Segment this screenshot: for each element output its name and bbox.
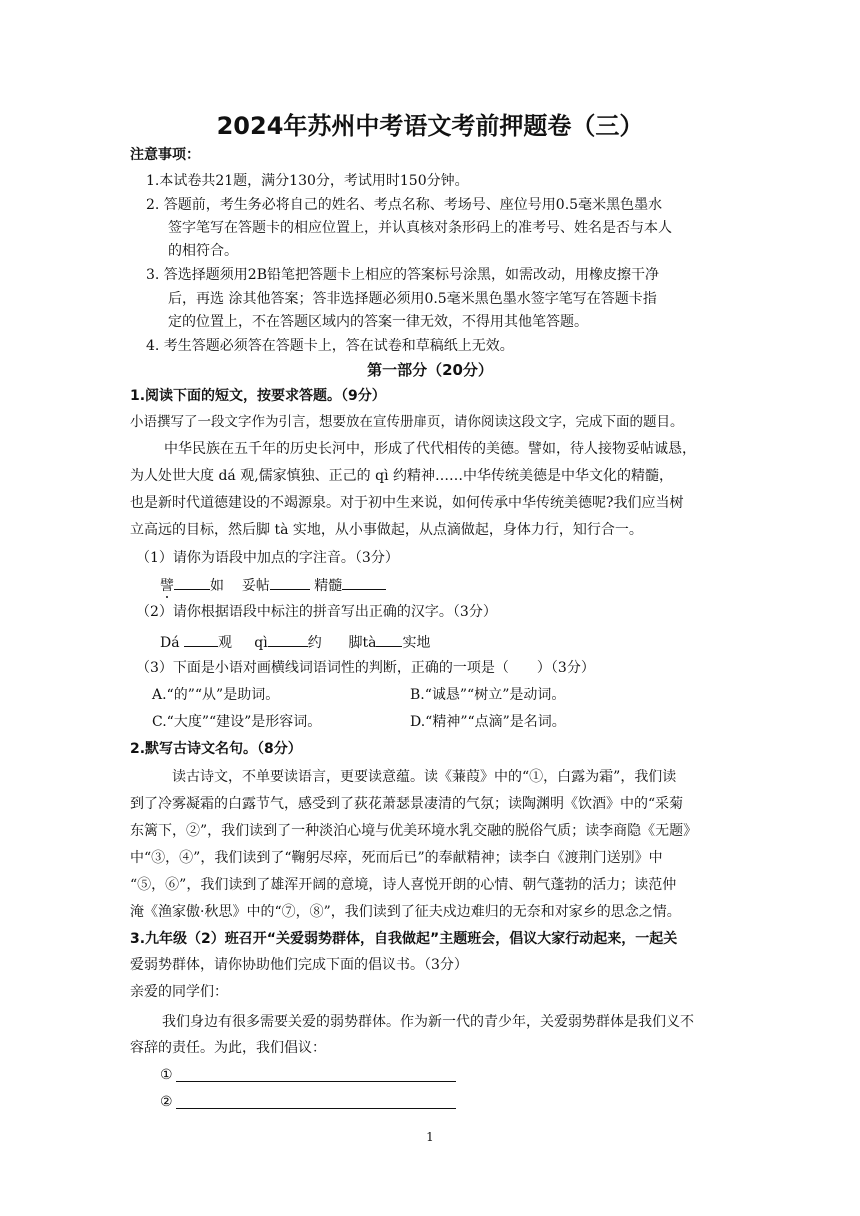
answer-blank[interactable] bbox=[270, 575, 310, 590]
page-title: 2024年苏州中考语文考前押题卷（三） bbox=[216, 112, 644, 140]
notice-item: 签字笔写在答题卡的相应位置上，并认真核对条形码上的准考号、姓名是否与本人 bbox=[168, 220, 672, 236]
notice-item: 4. 考生答题必须答在答题卡上，答在试卷和草稿纸上无效。 bbox=[146, 338, 514, 354]
passage-line: 到了冷雾凝霜的白露节气，感受到了荻花萧瑟景凄清的气氛；读陶渊明《饮酒》中的“采菊 bbox=[130, 796, 684, 812]
notice-item: 定的位置上，不在答题区域内的答案一律无效，不得用其他笔答题。 bbox=[168, 314, 588, 330]
word-text: 精髓 bbox=[314, 578, 343, 594]
passage-line: 读古诗文，不单要读语言，更要读意蕴。读《蒹葭》中的“①，白露为霜”，我们读 bbox=[172, 769, 677, 785]
hanzi-row bbox=[160, 632, 430, 652]
answer-line[interactable] bbox=[176, 1081, 456, 1082]
sub-question-3: （3）下面是小语对画横线词语词性的判断，正确的一项是（ ）（3分） bbox=[136, 660, 595, 676]
pinyin-text: 脚tà bbox=[348, 635, 377, 651]
passage-line: 也是新时代道德建设的不竭源泉。对于初中生来说，如何传承中华传统美德呢?我们应当树 bbox=[130, 495, 684, 511]
question-1-intro: 小语撰写了一段文字作为引言，想要放在宣传册扉页，请你阅读这段文字，完成下面的题目。 bbox=[130, 414, 684, 430]
salutation: 亲爱的同学们： bbox=[130, 984, 228, 1000]
answer-blank[interactable] bbox=[376, 632, 402, 647]
proposal-item-1: ① bbox=[160, 1067, 173, 1083]
passage-line: “⑤，⑥”，我们读到了雄浑开阔的意境，诗人喜悦开朗的心情、朝气蓬勃的活力；读范仲 bbox=[130, 877, 677, 893]
proposal-body: 容辞的责任。为此，我们倡议： bbox=[130, 1040, 326, 1056]
pinyin-text: Dá bbox=[160, 635, 180, 651]
question-2-heading: 2.默写古诗文名句。（8分） bbox=[130, 741, 302, 757]
char-text: 观 bbox=[218, 635, 233, 651]
notice-heading: 注意事项： bbox=[130, 147, 200, 163]
option-a: A.“的”“从”是助词。 bbox=[152, 687, 280, 703]
pinyin-text: qì bbox=[254, 635, 268, 651]
char-text: 实地 bbox=[402, 635, 431, 651]
option-b: B.“诚恳”“树立”是动词。 bbox=[410, 687, 566, 703]
passage-line: 中华民族在五千年的历史长河中，形成了代代相传的美德。譬如，待人接物妥帖诚恳， bbox=[164, 441, 696, 457]
option-c: C.“大度”“建设”是形容词。 bbox=[152, 714, 322, 730]
question-3-heading bbox=[130, 930, 677, 948]
question-3-heading-text: 3.九年级（2）班召开“关爱弱势群体，自我做起”主题班会，倡议大家行动起来，一起关 bbox=[130, 931, 678, 947]
sub-question-1: （1）请你为语段中加点的字注音。（3分） bbox=[136, 550, 399, 566]
answer-blank[interactable] bbox=[184, 632, 218, 647]
word-text: 妥帖 bbox=[241, 578, 270, 594]
passage-line: 淹《渔家傲·秋思》中的“⑦，⑧”，我们读到了征夫戍边难归的无奈和对家乡的思念之情。 bbox=[130, 904, 681, 920]
sub-question-2: （2）请你根据语段中标注的拼音写出正确的汉字。（3分） bbox=[136, 604, 497, 620]
question-3-heading-cont: 爱弱势群体，请你协助他们完成下面的倡议书。（3分） bbox=[130, 957, 468, 973]
option-d: D.“精神”“点滴”是名词。 bbox=[410, 714, 566, 730]
passage-line: 东篱下，②”，我们读到了一种淡泊心境与优美环境水乳交融的脱俗气质；读李商隐《无题》 bbox=[130, 823, 698, 839]
passage-line: 为人处世大度 dá 观,儒家慎独、正己的 qì 约精神……中华传统美德是中华文化的精髓， bbox=[130, 468, 673, 484]
part-heading: 第一部分（20分） bbox=[367, 361, 493, 379]
page-number: 1 bbox=[426, 1130, 434, 1144]
proposal-item-2: ② bbox=[160, 1094, 173, 1110]
pinyin-row bbox=[160, 575, 386, 595]
passage-line: 立高远的目标，然后脚 tà 实地，从小事做起，从点滴做起，身体力行，知行合一。 bbox=[130, 522, 643, 538]
notice-item: 后，再选 涂其他答案；答非选择题必须用0.5毫米黑色墨水签字笔写在答题卡指 bbox=[168, 291, 657, 307]
notice-item: 2. 答题前，考生务必将自己的姓名、考点名称、考场号、座位号用0.5毫米黑色墨水 bbox=[146, 197, 663, 213]
answer-blank[interactable] bbox=[342, 575, 386, 590]
notice-item: 1.本试卷共21题，满分130分，考试用时150分钟。 bbox=[146, 173, 469, 189]
question-1-heading: 1.阅读下面的短文，按要求答题。（9分） bbox=[130, 388, 386, 404]
proposal-body: 我们身边有很多需要关爱的弱势群体。作为新一代的青少年，关爱弱势群体是我们义不 bbox=[162, 1014, 694, 1030]
dotted-char: 譬 bbox=[160, 578, 174, 594]
char-text: 约 bbox=[307, 635, 322, 651]
notice-item: 的相符合。 bbox=[168, 243, 238, 259]
answer-blank[interactable] bbox=[174, 575, 210, 590]
passage-line: 中“③，④”，我们读到了“鞠躬尽瘁，死而后已”的奉献精神；读李白《渡荆门送别》中 bbox=[130, 850, 663, 866]
answer-line[interactable] bbox=[176, 1108, 456, 1109]
notice-item: 3. 答选择题须用2B铅笔把答题卡上相应的答案标号涂黑，如需改动，用橡皮擦干净 bbox=[146, 267, 660, 283]
answer-blank[interactable] bbox=[268, 632, 308, 647]
char-text: 如 bbox=[210, 578, 224, 594]
